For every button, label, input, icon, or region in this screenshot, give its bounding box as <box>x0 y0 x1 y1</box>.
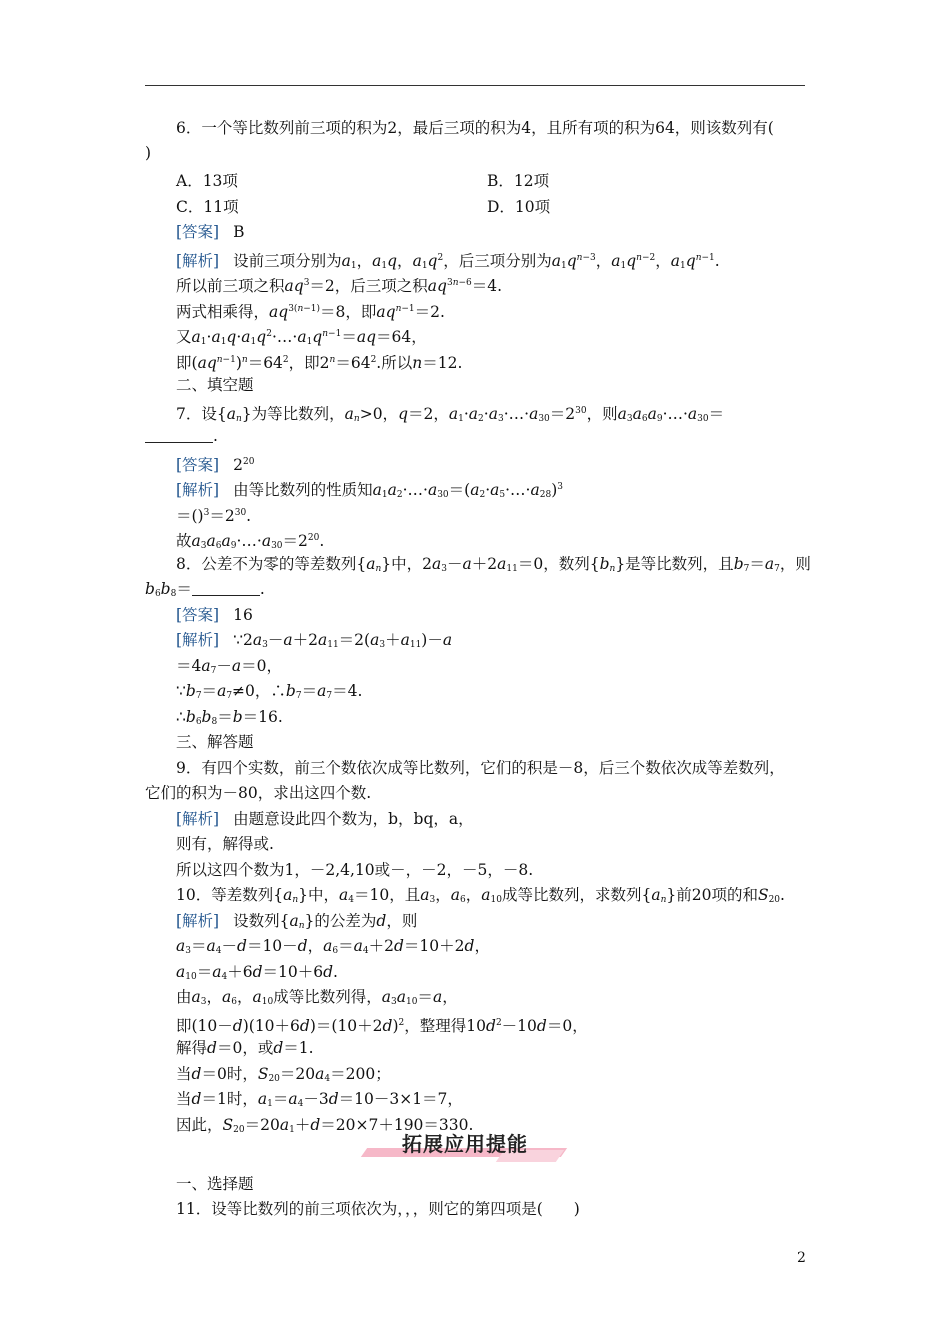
q11-stem: 11．设等比数列的前三项依次为，，，则它的第四项是( ) <box>176 1200 580 1218</box>
q7-answer: [答案] $2^{20}$ <box>176 456 255 474</box>
q6-option-a: A．13项 <box>176 172 238 190</box>
q6-option-c: C．11项 <box>176 198 239 216</box>
q6-option-d: D．10项 <box>487 198 551 216</box>
q10-solution-8: 当d＝1时，$a_1=a_4-3d=10-3\times 1=7$， <box>176 1090 463 1109</box>
q6-answer <box>176 222 245 242</box>
q7-solution-2: $=()^3=2^{30}$. <box>176 507 252 525</box>
q8-blank: $b_6b_8=$ . <box>145 580 265 599</box>
q10-solution-6: 解得d＝0，或d＝1. <box>176 1039 314 1057</box>
q10-solution-9: 因此，$S_{20}=20a_1+d=20\times 7+190=330$. <box>176 1116 474 1135</box>
analysis-tag: [解析] <box>176 252 220 270</box>
q7-solution-3: 故$a_3a_6a_9\cdot\dots\cdot a_{30}=2^{20}$. <box>176 532 325 551</box>
q10-stem: 10．等差数列$\{a_n\}$中，$a_4=10$，且$a_3$，$a_6$，$a_{10}$成等比数列，求数列$\{a_n\}$前20项的和$S_{20}$. <box>176 886 785 905</box>
q6-solution-5: 即$(aq^{n-1})^n=64^2$，即$2^n=64^2$.所以n＝12. <box>176 354 463 372</box>
section-choice: 一、选择题 <box>176 1175 254 1193</box>
header-rule <box>145 85 805 86</box>
q6-solution-2: 所以前三项之积$aq^3=2$，后三项之积$aq^{3n-6}=4$. <box>176 277 503 295</box>
q8-stem: 8．公差不为零的等差数列$\{a_n\}$中，$2a_3-a+2a_{11}=0$，数列$\{b_n\}$是等比数列，且$b_7=a_7$，则 <box>176 555 811 574</box>
banner-title: 拓展应用提能 <box>402 1132 528 1156</box>
q6-option-b: B．12项 <box>487 172 550 190</box>
q10-solution-1: [解析] 设数列$\{a_n\}$的公差为d，则 <box>176 912 418 931</box>
q9-solution-2: 则有，解得或. <box>176 835 274 853</box>
q10-solution-3: $a_{10}=a_4+6d=10+6d$. <box>176 963 338 982</box>
q9-stem: 9．有四个实数，前三个数依次成等比数列，它们的积是－8，后三个数依次成等差数列， <box>176 759 785 777</box>
q7-stem: 7．设$\{a_n\}$为等比数列，$a_n>0$，q＝2，$a_1\cdot a_2\cdot a_3\cdot\dots\cdot a_{30}=2^{30}$，则$a_3a_6a_9\cdot\dots\cdot a_{30}=$ <box>176 405 725 424</box>
q9-solution-1: [解析] 由题意设此四个数为，b，bq，a， <box>176 810 474 828</box>
answer-tag: [答案] <box>176 223 220 241</box>
q8-solution-4: $\therefore b_6b_8=b=16$. <box>176 708 283 727</box>
q8-answer: [答案] 16 <box>176 606 253 624</box>
q6-stem-cont: ) <box>145 144 152 162</box>
q8-solution-2: $=4a_7-a=0$， <box>176 657 282 676</box>
q10-solution-2: $a_3=a_4-d=10-d$，$a_6=a_4+2d=10+2d$， <box>176 937 490 956</box>
q6-solution-3: 两式相乘得，$aq^{3(n-1)}=8$，即$aq^{n-1}=2$. <box>176 303 445 321</box>
q6-stem: 6．一个等比数列前三项的积为2，最后三项的积为4，且所有项的积为64，则该数列有( <box>176 119 774 137</box>
page-number: 2 <box>797 1250 806 1266</box>
q6-answer-value: B <box>233 223 245 241</box>
section-fill-in: 二、填空题 <box>176 376 254 394</box>
q9-stem-cont: 它们的积为－80，求出这四个数. <box>145 784 372 802</box>
section-solve: 三、解答题 <box>176 733 254 751</box>
section-banner <box>350 1128 580 1168</box>
q6-solution-4: 又$a_1\cdot a_1q\cdot a_1q^2\cdot\dots\cdot a_1q^{n-1}=aq=64$， <box>176 328 427 347</box>
q7-blank: . <box>145 426 218 446</box>
q6-solution-1: [解析] 设前三项分别为$a_1$，$a_1q$，$a_1q^2$，后三项分别为$a_1q^{n-3}$，$a_1q^{n-2}$，$a_1q^{n-1}$. <box>176 252 720 271</box>
q9-solution-3: 所以这四个数为1，－2,4,10或－，－2，－5，－8. <box>176 861 534 879</box>
q7-solution-1: [解析] 由等比数列的性质知$a_1a_2\cdot\dots\cdot a_{30}=(a_2\cdot a_5\cdot\dots\cdot a_{28})^3$ <box>176 481 563 500</box>
q8-solution-1: [解析] $\because 2a_3-a+2a_{11}=2(a_3+a_{11})-a$ <box>176 631 453 650</box>
q10-solution-7: 当d＝0时，$S_{20}=20a_4=200$； <box>176 1065 391 1084</box>
q10-solution-4: 由$a_3$，$a_6$，$a_{10}$成等比数列得，$a_3a_{10}=a$， <box>176 988 458 1007</box>
q10-solution-5: 即$(10-d)(10+6d)=(10+2d)^2$，整理得$10d^2-10d=0$， <box>176 1017 588 1035</box>
q8-solution-3: $\because b_7=a_7\ne 0$，$\therefore b_7=a_7=4$. <box>176 682 363 701</box>
